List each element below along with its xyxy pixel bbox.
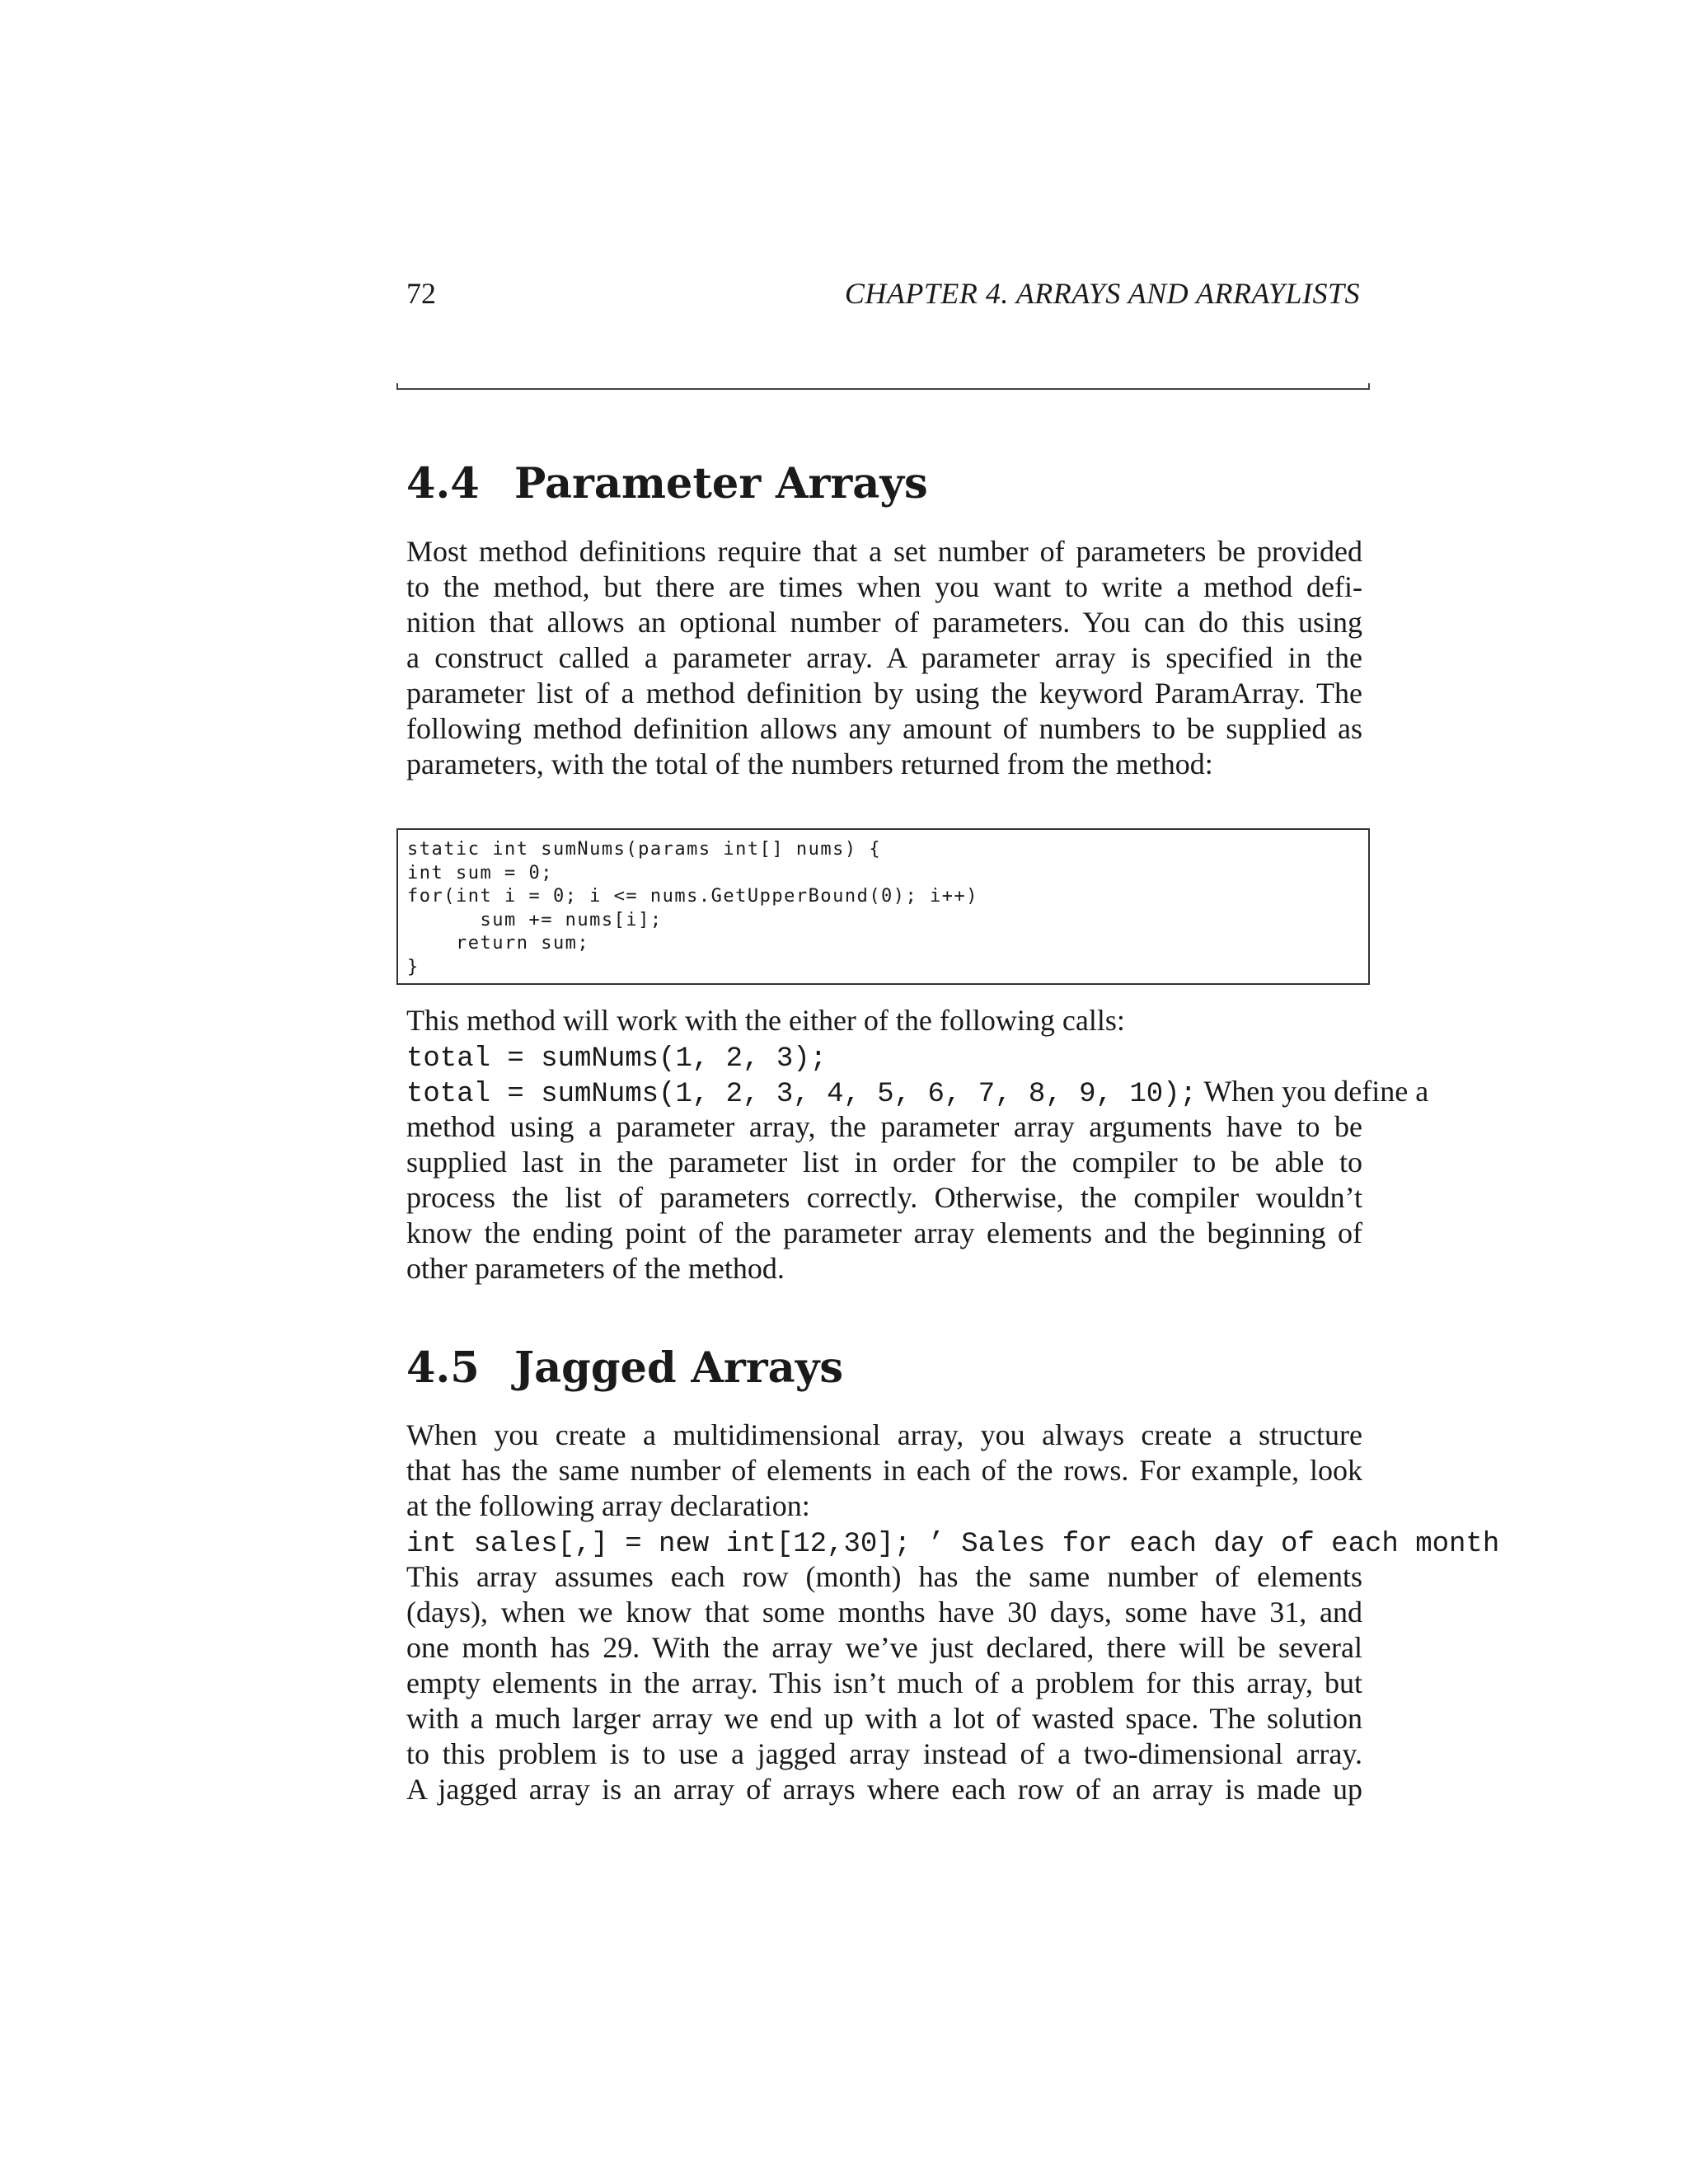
page-number: 72 <box>406 277 436 310</box>
text-line: other parameters of the method. <box>406 1252 785 1285</box>
section-title: Parameter Arrays <box>514 459 928 509</box>
code-listing <box>396 828 1370 985</box>
text-fragment: When you define a <box>1196 1075 1429 1108</box>
code-line: sum += nums[i]; <box>407 909 663 930</box>
text-line: one month has 29. With the array we’ve just declared, there will be several <box>406 1631 1362 1664</box>
section-heading-4-5 <box>406 1343 843 1393</box>
text-line: parameters, with the total of the numbers returned from the method: <box>406 748 1213 780</box>
text-line: When you create a multidimensional array, you always create a structure <box>406 1418 1362 1451</box>
declaration-line <box>406 1524 1500 1560</box>
text-line: to this problem is to use a jagged array instead of a two-dimensional array. <box>406 1737 1362 1770</box>
code-line: for(int i = 0; i <= nums.GetUpperBound(0); i++) <box>407 886 979 907</box>
text-line: following method definition allows any amount of numbers to be supplied as <box>406 712 1362 745</box>
text-line: A jagged array is an array of arrays where each row of an array is made up <box>406 1773 1362 1806</box>
text-line: process the list of parameters correctly. Otherwise, the compiler wouldn’t <box>406 1181 1362 1214</box>
paragraph-jagged-arrays <box>406 1418 1500 1807</box>
text-line: know the ending point of the parameter array elements and the beginning of <box>406 1216 1362 1249</box>
code-call-2-line <box>406 1074 1429 1110</box>
text-line: to the method, but there are times when you want to write a method defi- <box>406 570 1362 603</box>
text-line: (days), when we know that some months have 30 days, some have 31, and <box>406 1596 1362 1629</box>
text-line: at the following array declaration: <box>406 1489 810 1522</box>
text-line: with a much larger array we end up with a lot of wasted space. The solution <box>406 1702 1362 1735</box>
text-line: nition that allows an optional number of parameters. You can do this using <box>406 606 1362 639</box>
text-line: supplied last in the parameter list in order for the compiler to be able to <box>406 1146 1362 1179</box>
text-line: Most method definitions require that a set number of parameters be provided <box>406 535 1362 568</box>
text-line: This method will work with the either of the following calls: <box>406 1004 1125 1037</box>
header-rule <box>396 383 1370 390</box>
code-line: int sum = 0; <box>407 862 553 883</box>
text-line: This array assumes each row (month) has the same number of elements <box>406 1560 1362 1593</box>
text-line: a construct called a parameter array. A parameter array is specified in the <box>406 641 1362 674</box>
paragraph-parameter-arrays-intro <box>406 534 1362 782</box>
code-line: return sum; <box>407 933 590 954</box>
section-title: Jagged Arrays <box>514 1343 844 1393</box>
code-call-1 <box>406 1038 1362 1074</box>
text-line: parameter list of a method definition by using the keyword ParamArray. The <box>406 677 1362 710</box>
running-title: CHAPTER 4. ARRAYS AND ARRAYLISTS <box>844 277 1360 310</box>
paragraph-parameter-arrays-usage <box>406 1003 1429 1286</box>
code-line: static int sumNums(params int[] nums) { <box>407 839 882 860</box>
inline-code: total = sumNums(1, 2, 3); <box>406 1043 828 1075</box>
section-number: 4.5 <box>406 1343 480 1393</box>
code-line: } <box>407 956 420 977</box>
text-line: method using a parameter array, the parameter array arguments have to be <box>406 1110 1362 1143</box>
section-heading-4-4 <box>406 459 928 509</box>
section-number: 4.4 <box>406 459 480 509</box>
inline-code: int sales[,] = new int[12,30]; ’ Sales for each day of each month <box>406 1529 1500 1560</box>
inline-code: total = sumNums(1, 2, 3, 4, 5, 6, 7, 8, 9, 10); <box>406 1079 1197 1110</box>
text-line: that has the same number of elements in each of the rows. For example, look <box>406 1454 1362 1487</box>
text-line: empty elements in the array. This isn’t much of a problem for this array, but <box>406 1666 1362 1699</box>
